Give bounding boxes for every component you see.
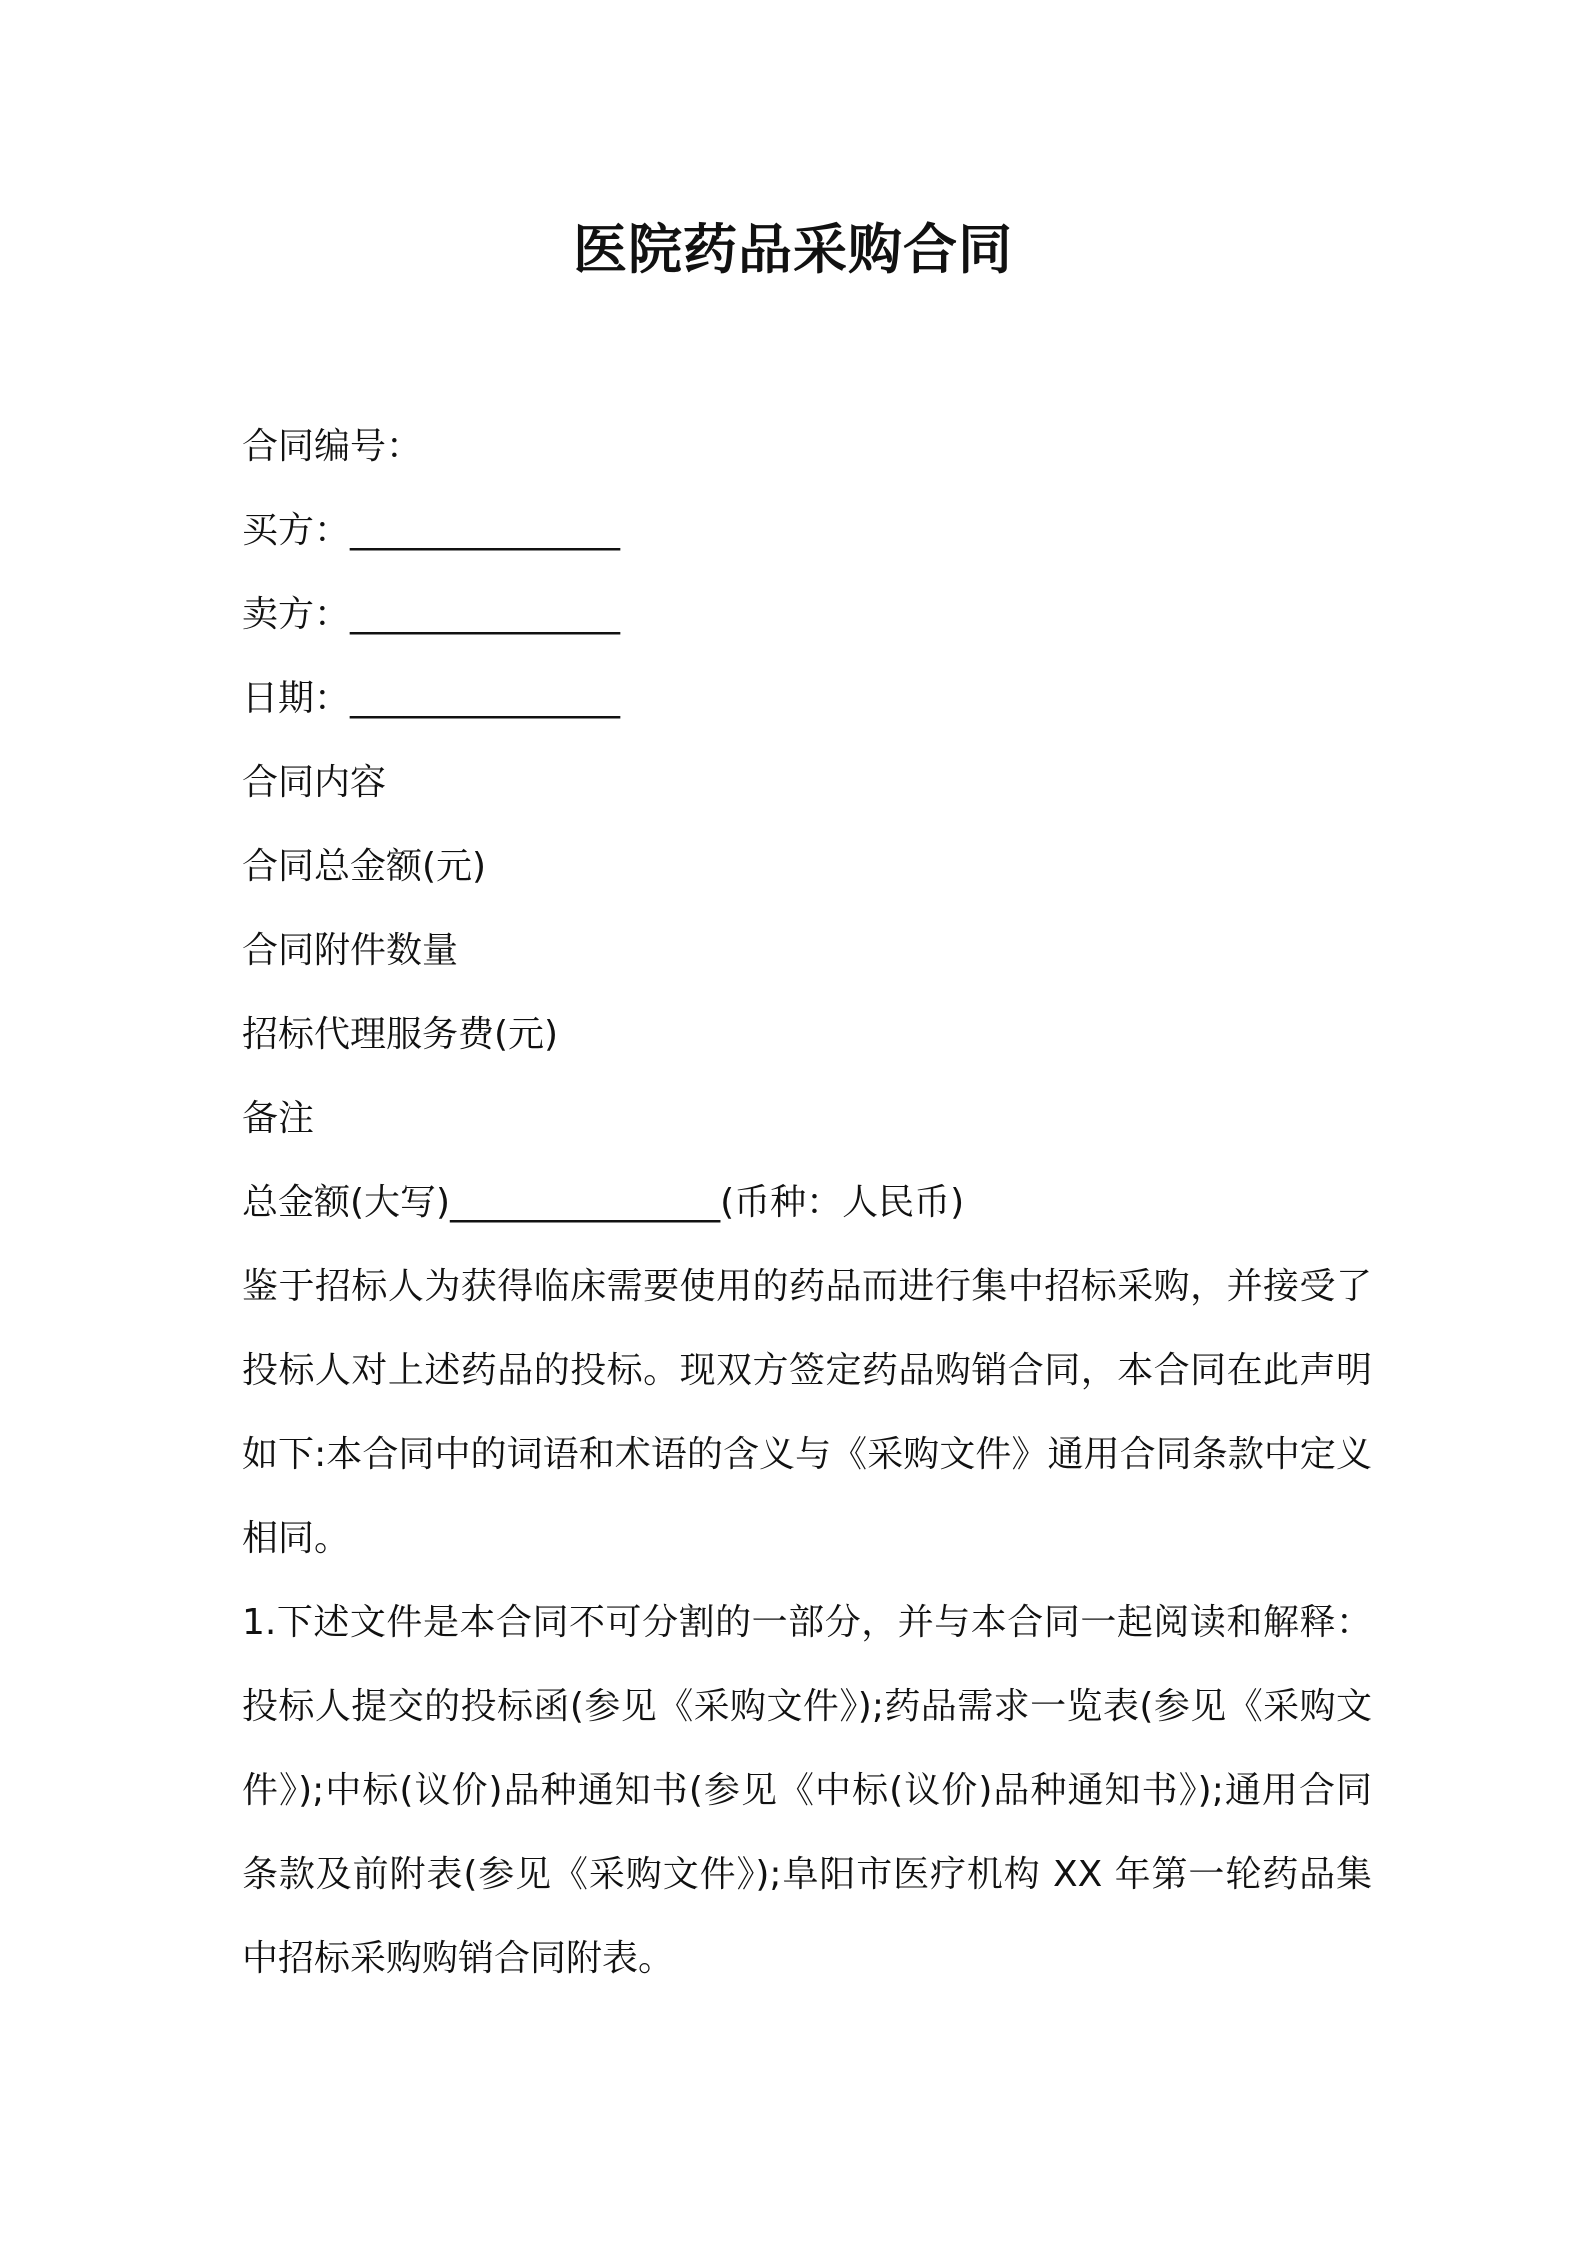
- document-body: [242, 405, 1372, 2001]
- field-value: _______________: [350, 678, 621, 719]
- field-label: 合同编号：: [242, 426, 423, 467]
- item-agency-fee: 招标代理服务费(元): [242, 1014, 559, 1055]
- field-date: [242, 657, 1372, 741]
- field-label: 卖方：: [242, 594, 351, 635]
- currency-note: (币种：人民币): [720, 1182, 965, 1223]
- amount-label: 总金额(大写): [242, 1182, 451, 1223]
- field-buyer: [242, 489, 1372, 573]
- amount-in-words-line: [242, 1161, 1372, 1245]
- document-title: 医院药品采购合同: [573, 218, 1013, 281]
- field-value: _______________: [350, 594, 621, 635]
- item-total-amount: 合同总金额(元): [242, 846, 487, 887]
- field-value: _______________: [350, 510, 621, 551]
- field-contract-number: [242, 405, 1372, 489]
- item-remarks: 备注: [242, 1098, 315, 1139]
- field-label: 日期：: [242, 678, 351, 719]
- field-seller: [242, 573, 1372, 657]
- amount-blank: _______________: [450, 1182, 721, 1223]
- field-label: 买方：: [242, 510, 351, 551]
- paragraph-preamble: 鉴于招标人为获得临床需要使用的药品而进行集中招标采购，并接受了投标人对上述药品的投标。现双方签定药品购销合同，本合同在此声明如下:本合同中的词语和术语的含义与《采购文件》通用合同条款中定义相同。: [242, 1266, 1372, 1559]
- paragraph-clause-1: 1.下述文件是本合同不可分割的一部分，并与本合同一起阅读和解释：投标人提交的投标函(参见《采购文件》);药品需求一览表(参见《采购文件》);中标(议价)品种通知书(参见《中标(议价)品种通知书》);通用合同条款及前附表(参见《采购文件》);阜阳市医疗机构 XX 年第一轮药品集中招标采购购销合同附表。: [242, 1602, 1372, 1979]
- item-attachment-count: 合同附件数量: [242, 930, 459, 971]
- item-contract-content: 合同内容: [242, 762, 387, 803]
